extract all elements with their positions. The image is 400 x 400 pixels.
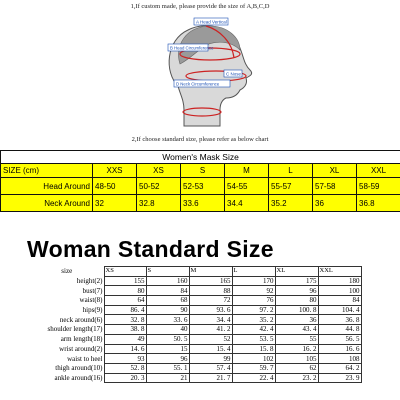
mask-cell: 57-58: [313, 178, 357, 195]
standard-cell: 88: [189, 286, 232, 296]
mask-size-xxl: XXL: [357, 164, 400, 178]
standard-cell: 38. 8: [104, 325, 146, 335]
standard-cell: 96: [146, 354, 189, 364]
standard-cell: 96: [275, 286, 318, 296]
mask-table-title: Women's Mask Size: [1, 151, 400, 164]
standard-cell: 76: [232, 296, 275, 306]
standard-cell: 15. 8: [232, 344, 275, 354]
standard-row: [30, 286, 361, 296]
standard-size-xs: XS: [104, 267, 146, 277]
standard-row: [30, 363, 361, 373]
standard-cell: 33. 6: [146, 315, 189, 325]
standard-row: [30, 354, 361, 364]
standard-cell: 64: [104, 296, 146, 306]
standard-cell: 102: [232, 354, 275, 364]
mask-table-title-row: [1, 151, 400, 164]
label-d: D Neck Circumference: [176, 81, 220, 87]
standard-row-label: waist(8): [30, 296, 104, 306]
standard-size-title: Woman Standard Size: [27, 236, 274, 262]
mask-size-table: [0, 150, 400, 212]
mask-cell: 34.4: [225, 195, 269, 212]
mask-cell: 58-59: [357, 178, 400, 195]
standard-row-label: height(2): [30, 276, 104, 286]
mask-cell: 36: [313, 195, 357, 212]
label-a: A Head Vertical: [196, 19, 227, 25]
mask-cell: 55-57: [269, 178, 313, 195]
standard-cell: 23. 9: [318, 373, 361, 383]
standard-cell: 21: [146, 373, 189, 383]
standard-cell: 59. 7: [232, 363, 275, 373]
standard-cell: 35. 2: [232, 315, 275, 325]
mask-size-s: S: [181, 164, 225, 178]
standard-cell: 180: [318, 276, 361, 286]
mask-size-l: L: [269, 164, 313, 178]
standard-size-label: size: [30, 267, 104, 277]
standard-cell: 170: [232, 276, 275, 286]
standard-cell: 165: [189, 276, 232, 286]
standard-cell: 93. 6: [189, 305, 232, 315]
standard-cell: 36: [275, 315, 318, 325]
standard-size-m: M: [189, 267, 232, 277]
standard-cell: 84: [318, 296, 361, 306]
standard-cell: 175: [275, 276, 318, 286]
standard-row-label: waist to heel: [30, 354, 104, 364]
standard-size-table: [30, 266, 362, 383]
standard-cell: 104. 4: [318, 305, 361, 315]
standard-row-label: hips(9): [30, 305, 104, 315]
standard-cell: 97. 2: [232, 305, 275, 315]
standard-cell: 105: [275, 354, 318, 364]
standard-cell: 92: [232, 286, 275, 296]
standard-size-xl: XL: [275, 267, 318, 277]
standard-cell: 22. 4: [232, 373, 275, 383]
standard-row: [30, 276, 361, 286]
standard-cell: 16. 2: [275, 344, 318, 354]
standard-row-label: shoulder length(17): [30, 325, 104, 335]
head-measurement-illustration: [150, 14, 260, 134]
mask-size-xxs: XXS: [93, 164, 137, 178]
standard-row: [30, 344, 361, 354]
standard-cell: 41. 2: [189, 325, 232, 335]
mask-table-header-row: [1, 164, 400, 178]
custom-size-note: 1,If custom made, please provide the size of A,B,C,D: [130, 3, 270, 10]
standard-row: [30, 334, 361, 344]
standard-row: [30, 296, 361, 306]
standard-cell: 80: [275, 296, 318, 306]
standard-cell: 108: [318, 354, 361, 364]
standard-cell: 62: [275, 363, 318, 373]
standard-cell: 93: [104, 354, 146, 364]
standard-cell: 64. 2: [318, 363, 361, 373]
standard-cell: 20. 3: [104, 373, 146, 383]
standard-cell: 15. 4: [189, 344, 232, 354]
standard-cell: 36. 8: [318, 315, 361, 325]
mask-row-neck-around: [1, 195, 400, 212]
standard-cell: 90: [146, 305, 189, 315]
standard-row-label: arm length(18): [30, 334, 104, 344]
mask-row-label: Head Around: [1, 178, 93, 195]
mask-cell: 48-50: [93, 178, 137, 195]
mask-cell: 54-55: [225, 178, 269, 195]
mask-cell: 52-53: [181, 178, 225, 195]
standard-cell: 14. 6: [104, 344, 146, 354]
mask-cell: 32: [93, 195, 137, 212]
label-b: B Head Circumference: [170, 45, 214, 51]
standard-cell: 155: [104, 276, 146, 286]
mask-row-head-around: [1, 178, 400, 195]
standard-cell: 99: [189, 354, 232, 364]
standard-row-label: wrist around(2): [30, 344, 104, 354]
standard-cell: 100. 8: [275, 305, 318, 315]
standard-cell: 21. 7: [189, 373, 232, 383]
label-c: C Nose: [226, 71, 242, 77]
standard-cell: 16. 6: [318, 344, 361, 354]
standard-row: [30, 373, 361, 383]
standard-row: [30, 305, 361, 315]
standard-cell: 100: [318, 286, 361, 296]
standard-cell: 32. 8: [104, 315, 146, 325]
standard-cell: 23. 2: [275, 373, 318, 383]
standard-cell: 53. 5: [232, 334, 275, 344]
standard-cell: 49: [104, 334, 146, 344]
standard-cell: 40: [146, 325, 189, 335]
standard-cell: 55. 1: [146, 363, 189, 373]
standard-cell: 44. 8: [318, 325, 361, 335]
standard-size-l: L: [232, 267, 275, 277]
standard-cell: 42. 4: [232, 325, 275, 335]
mask-cell: 50-52: [137, 178, 181, 195]
standard-cell: 72: [189, 296, 232, 306]
standard-row-label: neck around(6): [30, 315, 104, 325]
standard-header-row: [30, 267, 361, 277]
standard-cell: 84: [146, 286, 189, 296]
mask-size-xs: XS: [137, 164, 181, 178]
standard-row-label: ankle around(16): [30, 373, 104, 383]
mask-cell: 32.8: [137, 195, 181, 212]
standard-cell: 52. 8: [104, 363, 146, 373]
standard-cell: 52: [189, 334, 232, 344]
standard-cell: 86. 4: [104, 305, 146, 315]
standard-cell: 15: [146, 344, 189, 354]
mask-cell: 35.2: [269, 195, 313, 212]
standard-cell: 56. 5: [318, 334, 361, 344]
standard-cell: 34. 4: [189, 315, 232, 325]
mask-row-label: Neck Around: [1, 195, 93, 212]
standard-size-xxl: XXL: [318, 267, 361, 277]
standard-cell: 50. 5: [146, 334, 189, 344]
standard-row-label: bust(7): [30, 286, 104, 296]
standard-cell: 55: [275, 334, 318, 344]
standard-cell: 43. 4: [275, 325, 318, 335]
mask-table-header-label: SIZE (cm): [1, 164, 93, 178]
standard-row-label: thigh around(10): [30, 363, 104, 373]
mask-size-xl: XL: [313, 164, 357, 178]
mask-cell: 33.6: [181, 195, 225, 212]
standard-cell: 68: [146, 296, 189, 306]
standard-cell: 80: [104, 286, 146, 296]
standard-row: [30, 325, 361, 335]
standard-size-s: S: [146, 267, 189, 277]
standard-cell: 57. 4: [189, 363, 232, 373]
standard-row: [30, 315, 361, 325]
standard-cell: 160: [146, 276, 189, 286]
mask-cell: 36.8: [357, 195, 400, 212]
standard-size-note: 2,If choose standard size, please refer as below chart: [131, 136, 269, 143]
mask-size-m: M: [225, 164, 269, 178]
